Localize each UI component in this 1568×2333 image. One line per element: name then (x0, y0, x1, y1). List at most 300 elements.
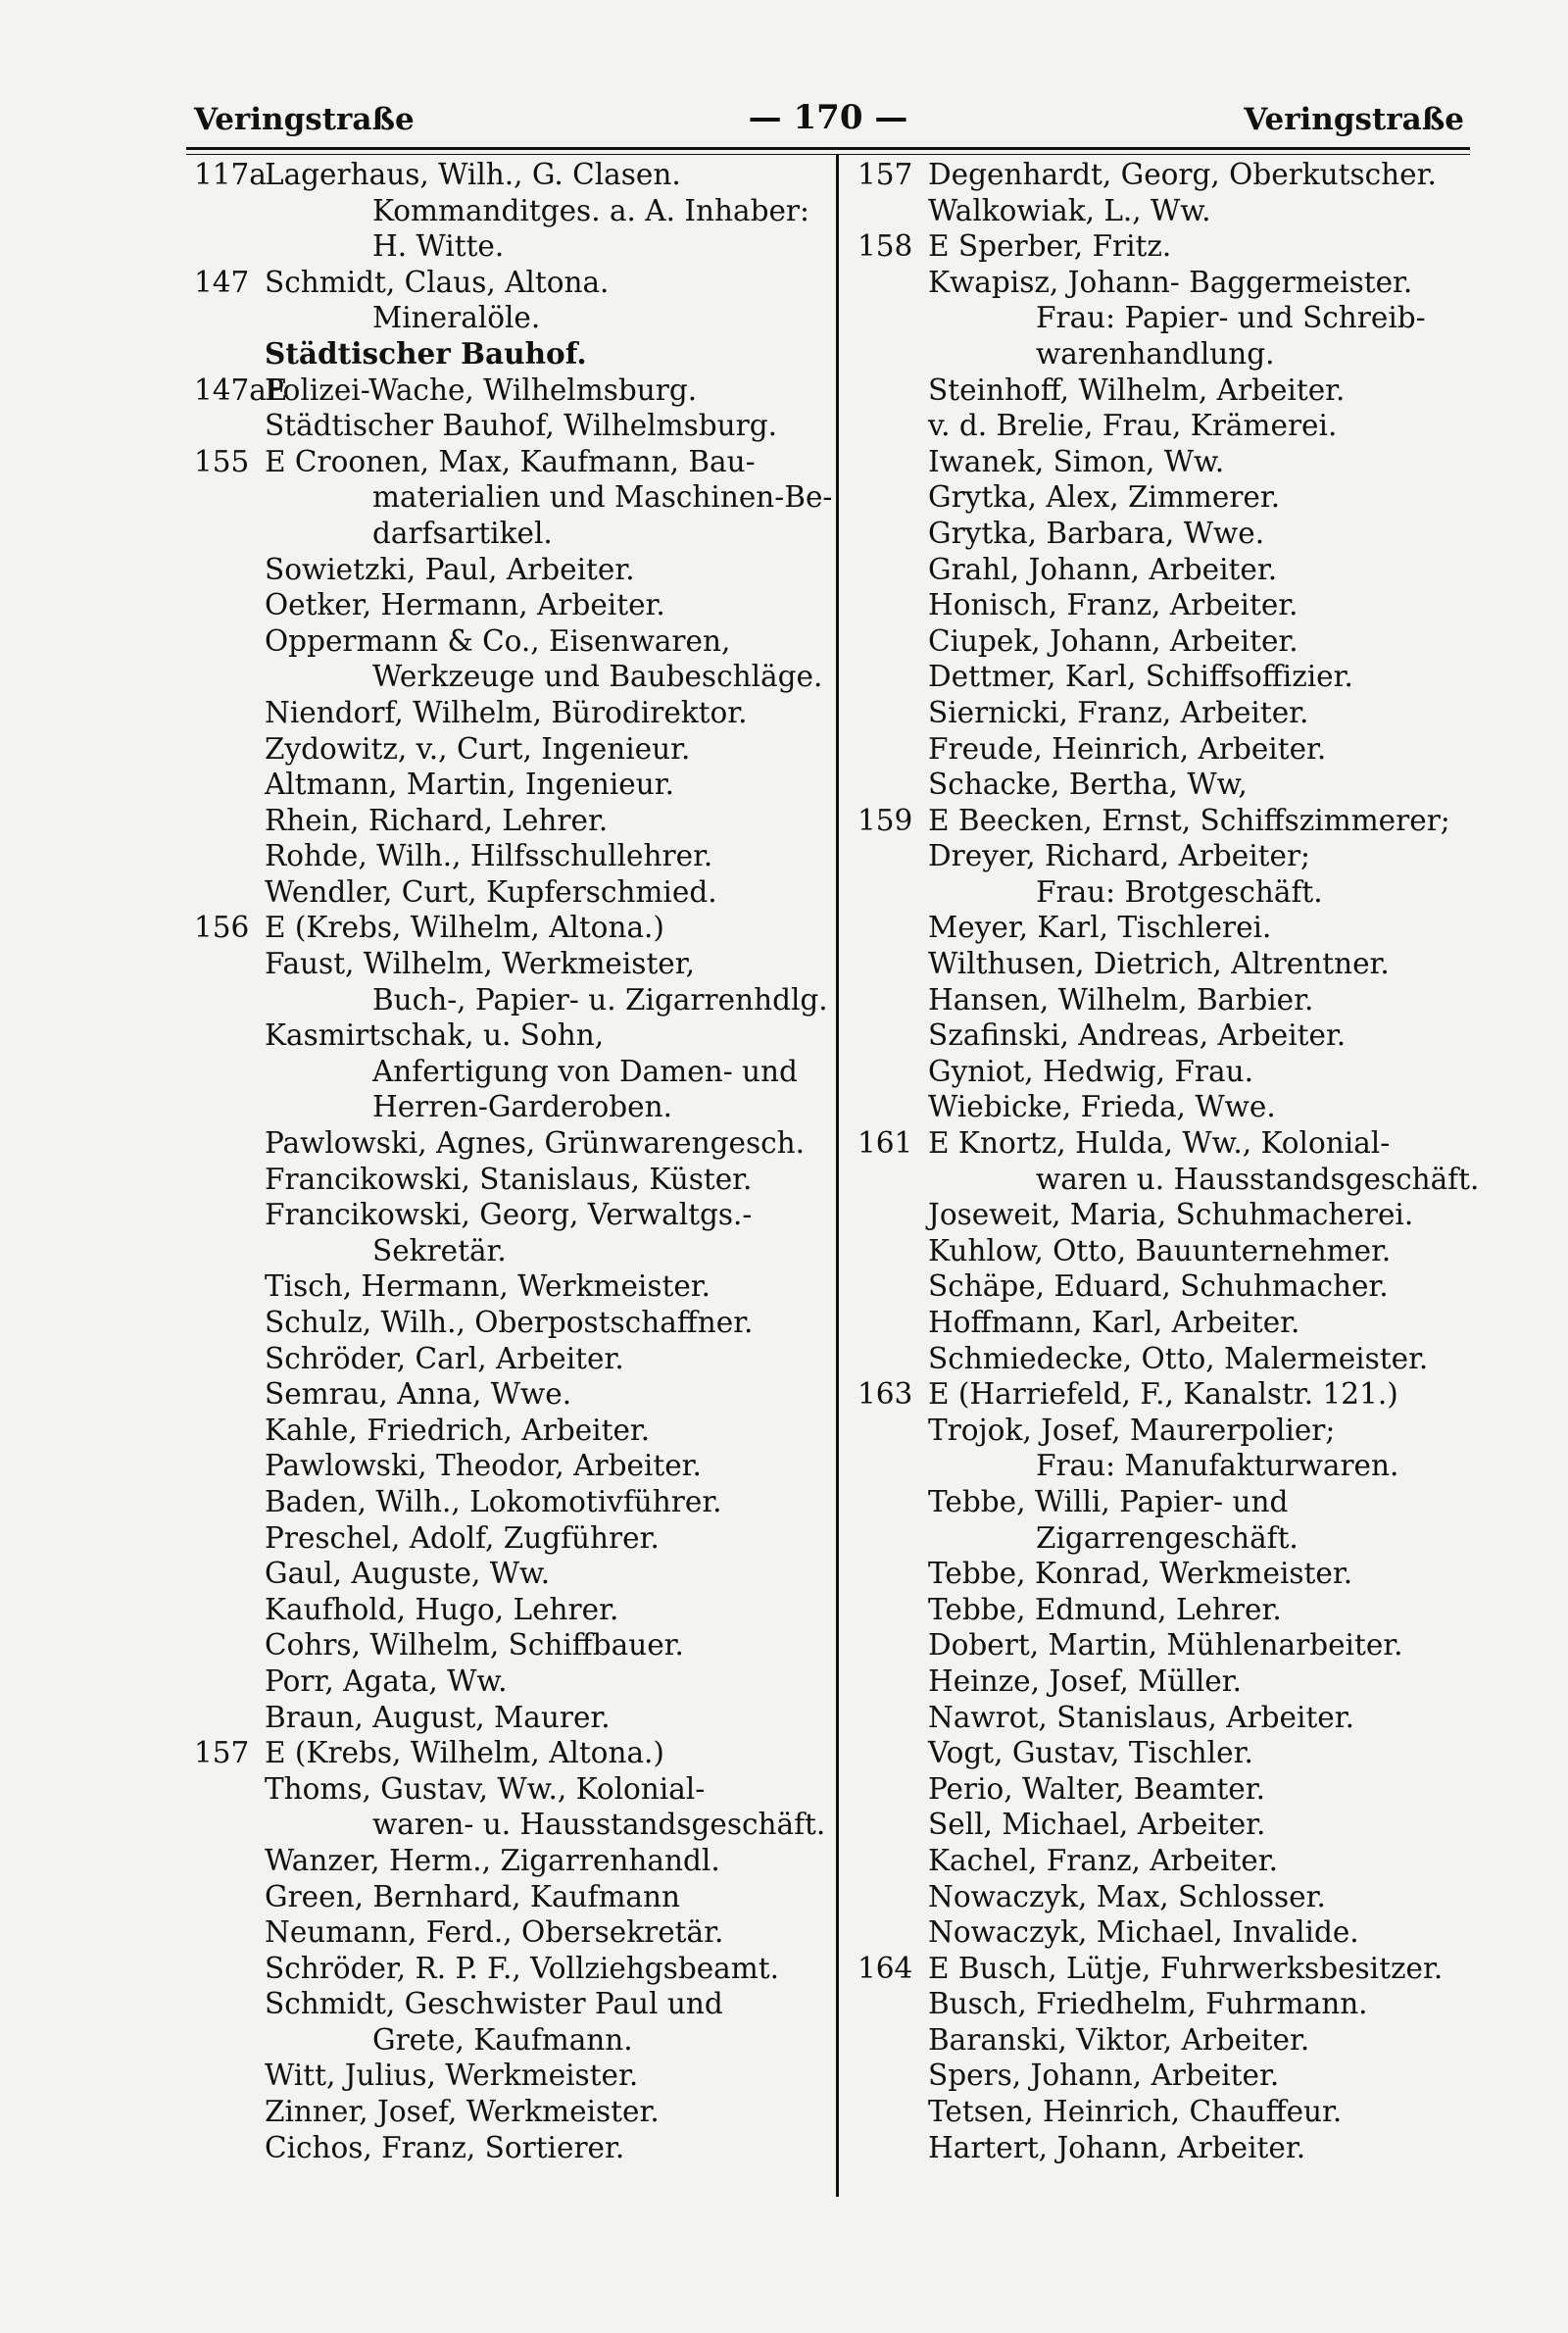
directory-entry (194, 157, 821, 193)
directory-entry (858, 1197, 1465, 1233)
entry-text: Städtischer Bauhof. (265, 335, 587, 371)
directory-entry (858, 1843, 1465, 1879)
entry-text: Pawlowski, Agnes, Grünwarengesch. (265, 1126, 805, 1161)
entry-text: Walkowiak, L., Ww. (928, 193, 1211, 227)
page-number: — 170 — (748, 98, 908, 137)
entry-text: Schröder, Carl, Arbeiter. (265, 1341, 624, 1375)
house-number (858, 2058, 928, 2094)
house-number: 155 (194, 444, 250, 478)
directory-entry (858, 982, 1465, 1018)
directory-entry (858, 336, 1465, 372)
house-number (194, 1413, 265, 1449)
directory-entry (194, 1268, 821, 1305)
directory-entry (194, 767, 821, 803)
directory-entry (858, 1807, 1465, 1843)
house-number (194, 1018, 265, 1054)
directory-entry (858, 1054, 1465, 1090)
entry-text: Trojok, Josef, Maurerpolier; (928, 1413, 1336, 1447)
house-number (858, 1843, 928, 1879)
entry-text: Oetker, Hermann, Arbeiter. (265, 588, 665, 622)
directory-entry (858, 1413, 1465, 1449)
house-number (858, 1520, 928, 1557)
house-number: 163 (858, 1377, 913, 1412)
directory-entry (194, 228, 821, 265)
house-number (858, 623, 928, 660)
entry-text: Polizei-Wache, Wilhelmsburg. (265, 372, 698, 407)
entry-text: Joseweit, Maria, Schuhmacherei. (928, 1198, 1414, 1232)
directory-entry (858, 516, 1465, 552)
entry-text: Schmidt, Claus, Altona. (265, 265, 610, 299)
house-number (194, 300, 265, 336)
entry-text: Tebbe, Willi, Papier- und (928, 1484, 1289, 1518)
directory-entry (194, 2058, 821, 2094)
left-column (194, 157, 833, 2165)
right-column (858, 157, 1480, 2165)
directory-entry (194, 516, 821, 552)
entry-text: Steinhoff, Wilhelm, Arbeiter. (928, 372, 1346, 407)
house-number (194, 1807, 265, 1843)
house-number (194, 1914, 265, 1951)
directory-entry (858, 2022, 1465, 2059)
entry-text: Lagerhaus, Wilh., G. Clasen. (265, 158, 681, 191)
house-number (194, 2094, 265, 2130)
house-number (858, 695, 928, 731)
directory-entry (858, 1520, 1465, 1557)
house-number (858, 1305, 928, 1341)
house-number (194, 2130, 265, 2166)
page-header (186, 98, 1470, 147)
entry-text: Mineralöle. (372, 301, 541, 335)
entry-text: Frau: Manufakturwaren. (1036, 1449, 1399, 1483)
house-number (194, 874, 265, 911)
house-number (858, 1592, 928, 1628)
house-number (858, 408, 928, 444)
entry-text: Wanzer, Herm., Zigarrenhandl. (265, 1843, 720, 1877)
entry-text: Städtischer Bauhof, Wilhelmsburg. (265, 409, 777, 443)
house-number (194, 1627, 265, 1663)
house-number (194, 1986, 265, 2022)
directory-entry (858, 731, 1465, 768)
entry-text: Braun, August, Maurer. (265, 1700, 611, 1734)
house-number (858, 838, 928, 874)
directory-entry (858, 228, 1465, 265)
directory-entry (858, 1627, 1465, 1663)
house-number (858, 1413, 928, 1449)
house-number (194, 516, 265, 552)
directory-entry (194, 695, 821, 731)
directory-entry (858, 1951, 1465, 1987)
directory-entry (858, 1879, 1465, 1915)
entry-text: Kuhlow, Otto, Bauunternehmer. (928, 1233, 1392, 1267)
house-number (194, 1771, 265, 1808)
directory-entry (194, 1520, 821, 1557)
directory-entry (194, 336, 821, 372)
directory-entry (858, 946, 1465, 982)
directory-entry (194, 1843, 821, 1879)
house-number (194, 1305, 265, 1341)
house-number (858, 1018, 928, 1054)
directory-entry (858, 1592, 1465, 1628)
house-number (858, 300, 928, 336)
house-number (858, 659, 928, 695)
house-number (858, 1054, 928, 1090)
house-number (194, 803, 265, 839)
directory-entry (858, 767, 1465, 803)
house-number (858, 2022, 928, 2059)
directory-entry (858, 1162, 1480, 1198)
house-number (858, 1700, 928, 1736)
directory-entry (194, 1089, 821, 1125)
directory-entry (858, 1735, 1465, 1771)
directory-entry (858, 1771, 1465, 1808)
entry-text: Zigarrengeschäft. (1036, 1520, 1298, 1555)
header-street-left: Veringstraße (194, 102, 415, 137)
directory-entry (194, 1305, 821, 1341)
house-number (194, 1556, 265, 1592)
entry-text: E Croonen, Max, Kaufmann, Bau- (265, 444, 756, 478)
entry-text: Grytka, Alex, Zimmerer. (928, 480, 1281, 515)
entry-text: Wiebicke, Frieda, Wwe. (928, 1090, 1276, 1124)
entry-text: Semrau, Anna, Wwe. (265, 1377, 572, 1412)
header-rule-thick (186, 147, 1470, 150)
house-number (858, 767, 928, 803)
house-number (194, 1376, 265, 1413)
entry-text: Gaul, Auguste, Ww. (265, 1557, 551, 1591)
house-number: 157 (858, 158, 913, 191)
house-number (858, 479, 928, 516)
directory-entry (858, 1914, 1465, 1951)
house-number (858, 552, 928, 588)
house-number (194, 1700, 265, 1736)
directory-entry (194, 1162, 821, 1198)
entry-text: Freude, Heinrich, Arbeiter. (928, 731, 1327, 766)
house-number: 147aE (194, 372, 288, 407)
entry-text: Tebbe, Edmund, Lehrer. (928, 1592, 1282, 1626)
entry-text: Anfertigung von Damen- und (372, 1054, 798, 1088)
house-number: 147 (194, 265, 250, 299)
house-number: 157 (194, 1736, 250, 1770)
house-number (194, 695, 265, 731)
house-number (194, 552, 265, 588)
header-street-right: Veringstraße (1244, 102, 1464, 137)
directory-entry (194, 300, 821, 336)
house-number (858, 1448, 928, 1484)
house-number (194, 336, 265, 372)
house-number (194, 1879, 265, 1915)
entry-text: Preschel, Adolf, Zugführer. (265, 1520, 660, 1555)
column-divider (836, 155, 839, 2197)
house-number (858, 2130, 928, 2166)
house-number: 159 (858, 803, 913, 837)
house-number (194, 1951, 265, 1987)
directory-entry (194, 1771, 821, 1808)
house-number (194, 1054, 265, 1090)
header-rule-thin (186, 154, 1470, 155)
entry-text: E (Krebs, Wilhelm, Altona.) (265, 1736, 664, 1770)
directory-entry (858, 803, 1465, 839)
entry-text: Cichos, Franz, Sortierer. (265, 2130, 625, 2164)
entry-text: Kachel, Franz, Arbeiter. (928, 1843, 1278, 1877)
entry-text: Wendler, Curt, Kupferschmied. (265, 874, 717, 909)
entry-text: Hartert, Johann, Arbeiter. (928, 2130, 1306, 2164)
directory-entry (858, 265, 1465, 301)
entry-text: E Knortz, Hulda, Ww., Kolonial- (928, 1126, 1391, 1161)
house-number (858, 1484, 928, 1520)
directory-entry (194, 1592, 821, 1628)
directory-entry (194, 372, 821, 409)
directory-entry (194, 1556, 821, 1592)
directory-entry (858, 1986, 1465, 2022)
directory-entry (858, 1125, 1465, 1162)
house-number (858, 193, 928, 229)
entry-text: Werkzeuge und Baubeschläge. (372, 660, 823, 694)
entry-text: Dobert, Martin, Mühlenarbeiter. (928, 1628, 1403, 1663)
directory-entry (194, 623, 821, 660)
house-number (858, 1089, 928, 1125)
entry-text: Faust, Wilhelm, Werkmeister, (265, 947, 695, 981)
entry-text: Nowaczyk, Max, Schlosser. (928, 1879, 1326, 1913)
directory-entry (858, 695, 1465, 731)
directory-entry (194, 1376, 821, 1413)
house-number (858, 982, 928, 1018)
house-number (194, 623, 265, 660)
house-number (194, 228, 265, 265)
entry-text: Thoms, Gustav, Ww., Kolonial- (265, 1771, 706, 1806)
house-number (194, 1268, 265, 1305)
entry-text: Porr, Agata, Ww. (265, 1663, 508, 1698)
house-number (858, 2094, 928, 2130)
directory-entry (858, 372, 1465, 409)
entry-text: darfsartikel. (372, 516, 553, 550)
entry-text: Hansen, Wilhelm, Barbier. (928, 982, 1314, 1017)
directory-entry (858, 1448, 1465, 1484)
entry-text: Rhein, Richard, Lehrer. (265, 803, 609, 837)
house-number (194, 1484, 265, 1520)
directory-entry (194, 2022, 821, 2059)
house-number (858, 910, 928, 946)
directory-entry (858, 1556, 1465, 1592)
house-number (194, 1125, 265, 1162)
directory-entry (858, 874, 1465, 911)
entry-text: waren u. Hausstandsgeschäft. (1036, 1162, 1480, 1196)
house-number (858, 1341, 928, 1377)
directory-entry (194, 946, 821, 982)
entry-text: Grete, Kaufmann. (372, 2022, 633, 2057)
house-number (858, 1735, 928, 1771)
house-number (194, 2058, 265, 2094)
house-number (194, 659, 265, 695)
house-number (194, 1663, 265, 1700)
directory-entry (858, 193, 1465, 229)
entry-text: Zinner, Josef, Werkmeister. (265, 2095, 660, 2129)
house-number (858, 265, 928, 301)
house-number (194, 838, 265, 874)
entry-text: E Beecken, Ernst, Schiffszimmerer; (928, 803, 1450, 837)
directory-entry (194, 874, 821, 911)
house-number (858, 731, 928, 768)
house-number (194, 731, 265, 768)
entry-text: Gyniot, Hedwig, Frau. (928, 1054, 1253, 1088)
directory-entry (194, 731, 821, 768)
directory-entry (858, 300, 1465, 336)
directory-entry (194, 2094, 821, 2130)
house-number (858, 516, 928, 552)
directory-entry (194, 1986, 821, 2022)
house-number (194, 1843, 265, 1879)
house-number (858, 1162, 928, 1198)
directory-entry (858, 910, 1465, 946)
directory-entry (194, 1807, 826, 1843)
directory-entry (194, 1879, 821, 1915)
house-number (858, 587, 928, 623)
house-number (858, 946, 928, 982)
entry-text: Schmidt, Geschwister Paul und (265, 1987, 723, 2021)
directory-entry (858, 659, 1465, 695)
directory-entry (194, 659, 821, 695)
house-number: 158 (858, 229, 913, 264)
directory-entry (194, 1197, 821, 1233)
house-number (858, 1197, 928, 1233)
directory-entry (858, 1305, 1465, 1341)
entry-text: E Sperber, Fritz. (928, 229, 1172, 264)
house-number (194, 982, 265, 1018)
entry-text: Vogt, Gustav, Tischler. (928, 1736, 1253, 1770)
entry-text: Busch, Friedhelm, Fuhrmann. (928, 1987, 1368, 2021)
entry-text: Francikowski, Georg, Verwaltgs.- (265, 1198, 753, 1232)
directory-entry (194, 1448, 821, 1484)
entry-text: Kaufhold, Hugo, Lehrer. (265, 1592, 619, 1626)
entry-text: Rohde, Wilh., Hilfsschullehrer. (265, 839, 713, 873)
directory-entry (194, 1627, 821, 1663)
house-number (194, 1448, 265, 1484)
directory-entry (858, 1700, 1465, 1736)
directory-entry (858, 623, 1465, 660)
entry-text: Szafinski, Andreas, Arbeiter. (928, 1018, 1347, 1053)
entry-text: Witt, Julius, Werkmeister. (265, 2059, 639, 2093)
directory-entry (194, 408, 821, 444)
house-number (858, 874, 928, 911)
entry-text: Frau: Papier- und Schreib- (1036, 301, 1426, 335)
house-number (858, 336, 928, 372)
house-number (858, 1914, 928, 1951)
entry-text: Sell, Michael, Arbeiter. (928, 1808, 1266, 1842)
house-number (194, 1197, 265, 1233)
directory-entry (194, 1125, 821, 1162)
entry-text: Herren-Garderoben. (372, 1090, 672, 1124)
entry-text: Sowietzki, Paul, Arbeiter. (265, 552, 635, 586)
entry-text: Kwapisz, Johann- Baggermeister. (928, 265, 1413, 299)
directory-entry (194, 803, 821, 839)
directory-entry (858, 1233, 1465, 1269)
entry-text: Meyer, Karl, Tischlerei. (928, 911, 1272, 945)
house-number (194, 767, 265, 803)
directory-entry (858, 1484, 1465, 1520)
directory-entry (858, 552, 1465, 588)
entry-text: Tisch, Hermann, Werkmeister. (265, 1269, 711, 1304)
directory-entry (194, 1951, 821, 1987)
entry-text: Dreyer, Richard, Arbeiter; (928, 839, 1310, 873)
directory-entry (858, 1663, 1465, 1700)
directory-entry (858, 587, 1465, 623)
house-number (194, 1162, 265, 1198)
directory-entry (194, 479, 833, 516)
entry-text: Neumann, Ferd., Obersekretär. (265, 1915, 724, 1950)
entry-text: v. d. Brelie, Frau, Krämerei. (928, 409, 1338, 443)
directory-entry (194, 982, 828, 1018)
directory-entry (194, 265, 821, 301)
entry-text: Hoffmann, Karl, Arbeiter. (928, 1306, 1300, 1339)
directory-entry (858, 1018, 1465, 1054)
directory-entry (858, 444, 1465, 480)
house-number (194, 1520, 265, 1557)
entry-text: Niendorf, Wilhelm, Bürodirektor. (265, 695, 748, 729)
house-number (194, 1233, 265, 1269)
entry-text: materialien und Maschinen-Be- (372, 480, 833, 515)
entry-text: Grytka, Barbara, Wwe. (928, 516, 1265, 550)
house-number (858, 1986, 928, 2022)
house-number (194, 946, 265, 982)
entry-text: Tetsen, Heinrich, Chauffeur. (928, 2095, 1343, 2129)
entry-text: Green, Bernhard, Kaufmann (265, 1879, 681, 1913)
house-number (858, 1879, 928, 1915)
directory-entry (194, 1054, 821, 1090)
directory-entry (194, 910, 821, 946)
directory-entry (194, 1413, 821, 1449)
entry-text: Perio, Walter, Beamter. (928, 1771, 1265, 1806)
house-number (858, 1807, 928, 1843)
entry-text: E Busch, Lütje, Fuhrwerksbesitzer. (928, 1951, 1444, 1985)
house-number: 117a (194, 158, 267, 191)
house-number (858, 1663, 928, 1700)
directory-entry (194, 1914, 821, 1951)
entry-text: Spers, Johann, Arbeiter. (928, 2059, 1280, 2093)
entry-text: Buch-, Papier- u. Zigarrenhdlg. (372, 982, 828, 1017)
directory-entry (858, 2130, 1465, 2166)
entry-text: Kahle, Friedrich, Arbeiter. (265, 1413, 651, 1447)
house-number (858, 1771, 928, 1808)
house-number (858, 444, 928, 480)
entry-text: H. Witte. (372, 229, 505, 264)
house-number: 164 (858, 1951, 913, 1985)
entry-text: waren- u. Hausstandsgeschäft. (372, 1808, 826, 1842)
house-number (194, 193, 265, 229)
house-number (194, 587, 265, 623)
entry-text: Cohrs, Wilhelm, Schiffbauer. (265, 1628, 684, 1663)
entry-text: Baranski, Viktor, Arbeiter. (928, 2022, 1310, 2057)
directory-entry (858, 2094, 1465, 2130)
entry-text: Siernicki, Franz, Arbeiter. (928, 695, 1309, 729)
directory-entry (194, 1341, 821, 1377)
entry-text: Heinze, Josef, Müller. (928, 1663, 1242, 1698)
entry-text: Dettmer, Karl, Schiffsoffizier. (928, 660, 1353, 694)
directory-entry (194, 2130, 821, 2166)
house-number (194, 1089, 265, 1125)
directory-entry (194, 444, 821, 480)
entry-text: Frau: Brotgeschäft. (1036, 874, 1323, 909)
directory-entry (194, 552, 821, 588)
house-number (858, 372, 928, 409)
entry-text: E (Krebs, Wilhelm, Altona.) (265, 911, 664, 945)
directory-entry (858, 838, 1465, 874)
entry-text: Schulz, Wilh., Oberpostschaffner. (265, 1306, 754, 1339)
house-number (858, 1233, 928, 1269)
house-number (858, 1268, 928, 1305)
directory-entry (858, 2058, 1465, 2094)
house-number (858, 1627, 928, 1663)
entry-text: Pawlowski, Theodor, Arbeiter. (265, 1449, 702, 1483)
house-number (194, 1592, 265, 1628)
entry-text: Sekretär. (372, 1233, 507, 1267)
